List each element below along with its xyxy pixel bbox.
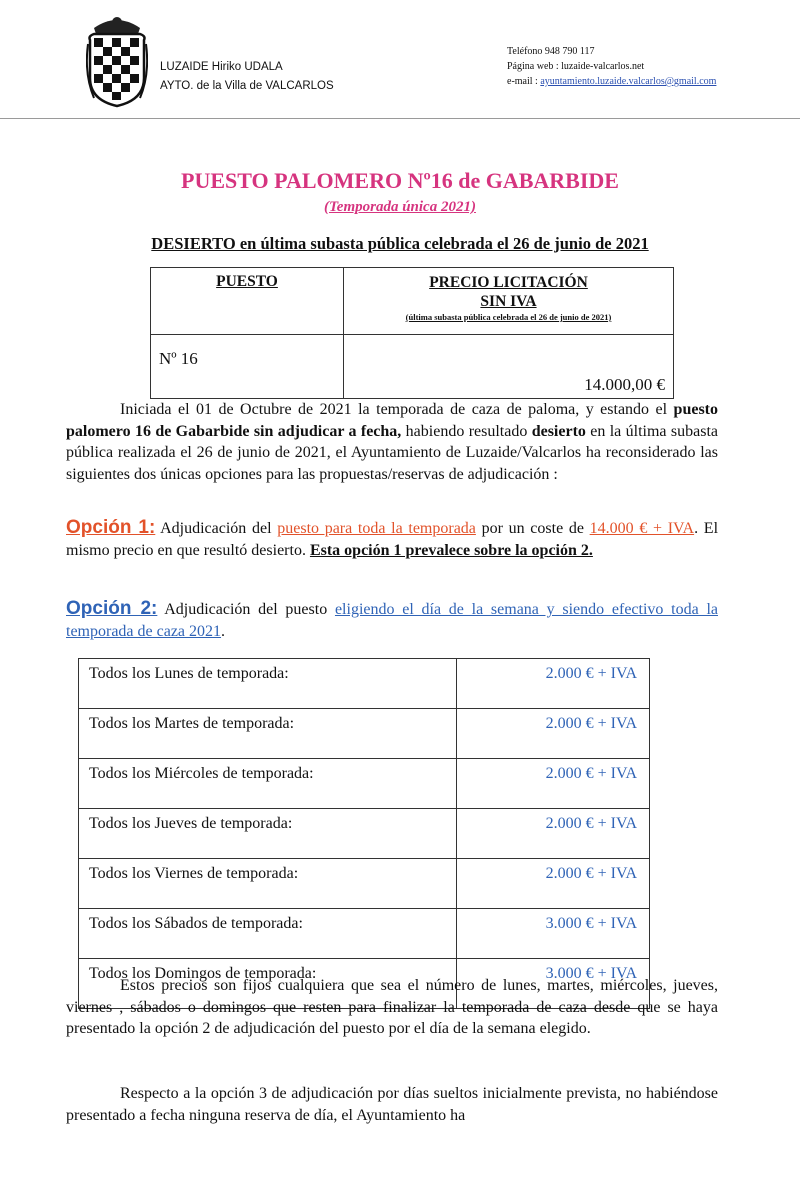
option-1-prevails-note: Esta opción 1 prevalece sobre la opción 2. <box>309 541 593 559</box>
header-divider <box>0 118 800 119</box>
day-label: Todos los Domingos de temporada: <box>79 959 457 1009</box>
option-2-text-highlight: eligiendo el día de la semana y siendo efectivo toda la temporada de caza 2021 <box>66 601 718 640</box>
day-label: Todos los Lunes de temporada: <box>79 659 457 709</box>
day-price: 3.000 € + IVA <box>457 909 650 959</box>
desierto-heading: DESIERTO en última subasta pública celebrada el 26 de junio de 2021 <box>151 234 649 253</box>
day-price: 3.000 € + IVA <box>457 959 650 1009</box>
page-subtitle: (Temporada única 2021) <box>324 199 476 215</box>
option-1-text-c: por un coste de <box>475 520 590 537</box>
email-label: e-mail : <box>507 76 541 87</box>
precio-header-note: (última subasta pública celebrada el 26 de junio de 2021) <box>405 312 612 322</box>
day-label: Todos los Miércoles de temporada: <box>79 759 457 809</box>
contact-block <box>507 44 716 89</box>
day-label: Todos los Viernes de temporada: <box>79 859 457 909</box>
fixed-prices-paragraph <box>66 975 718 1040</box>
table-row <box>79 859 650 909</box>
table-row <box>79 909 650 959</box>
day-label: Todos los Jueves de temporada: <box>79 809 457 859</box>
email-link[interactable]: ayuntamiento.luzaide.valcarlos@gmail.com <box>540 76 717 87</box>
table-row <box>79 809 650 859</box>
organization-name <box>160 58 334 96</box>
intro-text-bold: puesto palomero 16 de Gabarbide sin adjudicar a fecha, <box>66 401 718 440</box>
puesto-cell: Nº 16 <box>151 335 344 399</box>
intro-paragraph <box>66 399 718 485</box>
day-label: Todos los Sábados de temporada: <box>79 909 457 959</box>
intro-text-e: en la última subasta pública realizada el 26 de junio de 2021, el Ayuntamiento de Luzaide/Valcarlos ha reconsiderado las siguientes dos únicas opciones para las propuestas/reservas de adjudicación : <box>66 422 718 483</box>
day-price: 2.000 € + IVA <box>457 709 650 759</box>
option-3-text: Respecto a la opción 3 de adjudicación por días sueltos inicialmente prevista, no habiéndose presentado a fecha ninguna reserva de día, el Ayuntamiento ha <box>66 1085 718 1124</box>
day-price: 2.000 € + IVA <box>457 659 650 709</box>
org-line-2: AYTO. de la Villa de VALCARLOS <box>160 80 334 92</box>
option-2-text-c: . <box>221 622 226 640</box>
intro-text-c: habiendo resultado <box>401 422 532 440</box>
option-1-text-e: . El mismo precio en que resultó desierto. <box>66 520 719 559</box>
phone-text: Teléfono 948 790 117 <box>507 46 595 57</box>
option-1-price: 14.000 € + IVA <box>589 520 695 537</box>
option-1-paragraph <box>66 517 718 561</box>
precio-header <box>344 268 674 335</box>
day-price: 2.000 € + IVA <box>457 759 650 809</box>
table-row <box>79 709 650 759</box>
intro-text-a: Iniciada el 01 de Octubre de 2021 la temporada de caza de paloma, y estando el <box>120 401 674 418</box>
option-2-label: Opción 2: <box>66 598 158 619</box>
web-text: Página web : luzaide-valcarlos.net <box>507 61 645 72</box>
option-1-text-a: Adjudicación del <box>155 520 278 537</box>
table-row <box>79 659 650 709</box>
email-line <box>507 74 716 89</box>
price-table-row <box>151 335 674 399</box>
day-price: 2.000 € + IVA <box>457 809 650 859</box>
fixed-prices-text: Estos precios son fijos cualquiera que sea el número de lunes, martes, miércoles, jueves, viernes , sábados o domingos que resten para finalizar la temporada de caza desde que se haya presentado la opción 2 de adjudicación del puesto por el día de la semana elegido. <box>66 977 718 1037</box>
option-2-text-a: Adjudicación del puesto <box>157 601 335 618</box>
intro-text-desierto: desierto <box>531 422 586 440</box>
day-price: 2.000 € + IVA <box>457 859 650 909</box>
option-3-paragraph <box>66 1083 718 1126</box>
page-title: PUESTO PALOMERO Nº16 de GABARBIDE <box>181 168 619 193</box>
coat-of-arms-icon <box>86 14 148 108</box>
letterhead <box>0 0 800 118</box>
table-row <box>79 759 650 809</box>
org-line-1: LUZAIDE Hiriko UDALA <box>160 61 283 73</box>
option-2-paragraph <box>66 598 718 642</box>
option-1-text-highlight: puesto para toda la temporada <box>277 520 476 537</box>
precio-cell: 14.000,00 € <box>344 335 674 399</box>
precio-header-line2: SIN IVA <box>480 293 537 310</box>
option-1-label: Opción 1: <box>66 517 156 538</box>
precio-header-line1: PRECIO LICITACIÓN <box>429 274 588 291</box>
puesto-header: PUESTO <box>151 268 344 335</box>
day-label: Todos los Martes de temporada: <box>79 709 457 759</box>
price-table <box>150 267 674 399</box>
price-table-header-row <box>151 268 674 335</box>
day-price-table <box>78 658 650 1009</box>
